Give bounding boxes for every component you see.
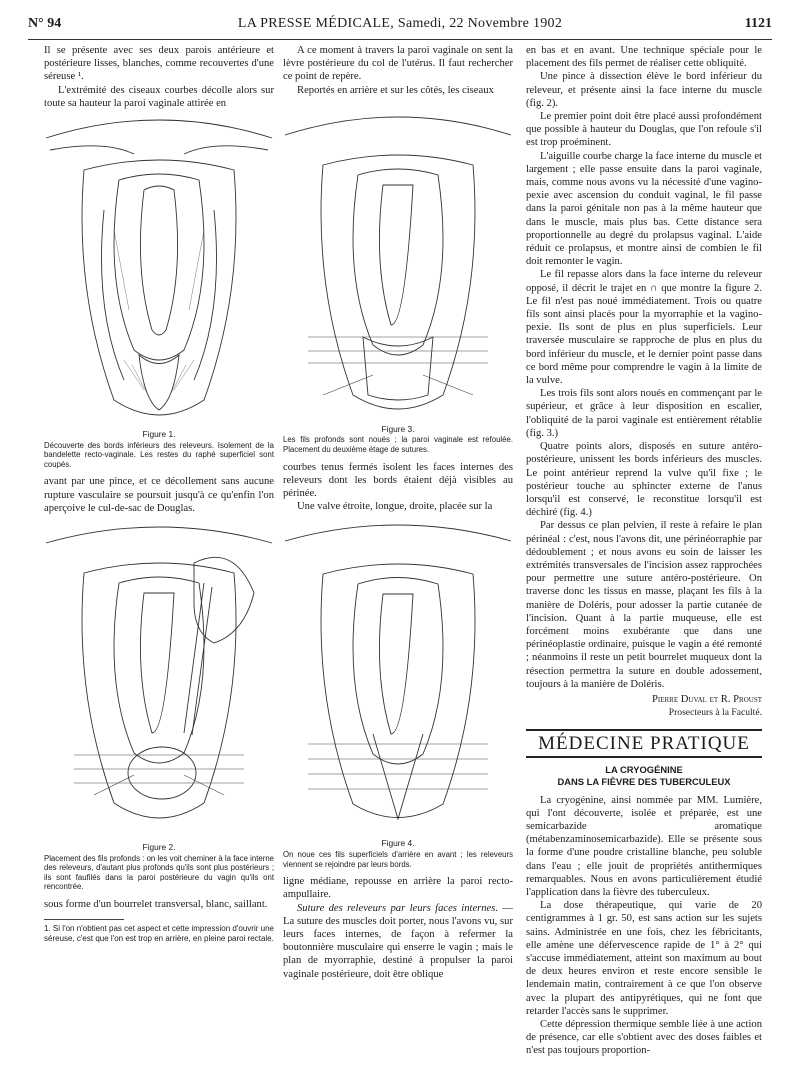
caption-text: Placement des fils profonds : on les voit cheminer à la face interne des releveurs, d'autant plus profonds qu'ils sont plus postérieurs ; ils sont faufilés dans la paroi postérieure du vagin qu'ils ont rencontrée. — [44, 853, 274, 892]
paragraph: Le premier point doit être placé aussi profondément que possible à hauteur du Douglas, que l'on refoule s'il est trop proéminent. — [526, 111, 762, 149]
column-3 — [526, 44, 762, 1058]
figure-3 — [283, 105, 513, 455]
figure-4-caption — [283, 839, 513, 869]
article-title-line-2: DANS LA FIÈVRE DES TUBERCULEUX — [557, 775, 731, 787]
column-1 — [44, 44, 274, 944]
author-affiliation: Prosecteurs à la Faculté. — [668, 707, 762, 719]
paragraph: courbes tenus fermés isolent les faces internes des releveurs dont les bords étaient déjà visibles au périnée. — [283, 461, 513, 499]
figure-3-caption — [283, 425, 513, 455]
figure-2-caption — [44, 843, 274, 892]
figure-1 — [44, 110, 274, 469]
paragraph: avant par une pince, et ce décollement sans aucune rupture vasculaire se poursuit jusqu'à ce qu'enfin l'on aperçoive le cul-de-sac de Douglas. — [44, 476, 274, 514]
subheading-italic: Suture des releveurs par leurs faces internes. — [297, 902, 499, 914]
paragraph: Quatre points alors, disposés en suture antéro-postérieure, unissent les bords inférieurs des muscles. Le point antérieur reprend la vulve qu'il fixe ; le postérieur touche au sphincter externe de l'anus lorsqu'il est conservé, le reconstitue lorsqu'il est déchiré (fig. 4.) — [526, 441, 762, 519]
paragraph: en bas et en avant. Une technique spéciale pour le placement des fils permet de réaliser cette obliquité. — [526, 45, 762, 70]
header-rule — [28, 39, 772, 40]
paragraph-text: — La suture des muscles doit porter, nous l'avons vu, sur leurs faces internes, de façon à refermer la boutonnière musculaire qui enserre le vagin ; mais le plan de myorraphie, destiné à propulser la paroi vaginale postérieure, doit être oblique — [283, 902, 514, 980]
paragraph: L'extrémité des ciseaux courbes décolle alors sur toute sa hauteur la paroi vaginale attirée en — [44, 84, 274, 109]
caption-text: Les fils profonds sont noués ; la paroi vaginale est refoulée. Placement du deuxième étage de sutures. — [283, 435, 513, 454]
paragraph: La cryogénine, ainsi nommée par MM. Lumière, qui l'ont découverte, isolée et préparée, est une semicarbazide aromatique (métabenzaminosemicarbazide). Elle se présente sous la forme d'une poudre cristalline blanche, peu soluble dans l'eau ; elle jouit de propriétés antithermiques remarquables. Nous en avons particulièrement étudié l'application dans la fièvre des tuberculeux. — [526, 794, 762, 898]
paragraph: Une valve étroite, longue, droite, placée sur la — [297, 501, 493, 513]
paragraph: Le fil repasse alors dans la face interne du releveur opposé, il décrit le trajet en ∩ que montre la figure 2. Le fil n'est pas noué immédiatement. Trois ou quatre fils sont ainsi placés pour la myorraphie et la vagino-pexie. Ils sont de plus en plus superficiels. Leur traversée musculaire se rapproche de plus en plus du bord inférieur du muscle, et le dernier point passe dans ce bord même pour comprendre le vagin à la limite de la vulve. — [526, 269, 762, 387]
paragraph: La dose thérapeutique, qui varie de 20 centigrammes à 1 gr. 50, est sans action sur les sujets sains. Administrée en une fois, chez les fébricitants, elle amène une défervescence rapide de 1° à 2° qui s'accuse immédiatement, atteint son maximum au bout de deux heures environ et reste encore sensible le lendemain matin, contrairement à ce que l'on observe avec la plupart des antipyrétiques, qui ne font que retarder l'accès sans le supprimer. — [526, 900, 762, 1017]
figure-label: Figure 1. — [142, 429, 176, 440]
paragraph: sous forme d'un bourrelet transversal, blanc, saillant. — [44, 898, 268, 910]
running-header — [28, 16, 772, 38]
paragraph: Par dessus ce plan pelvien, il reste à refaire le plan périnéal : c'est, nous l'avons dit, une périnéorraphie par dédoublement ; et nous avons eu soin de laisser les extrémités transversales de l'incision assez rapprochées pour permettre une suture antéro-postérieure. On traverse donc les tissus en masse, plaçant les fils à la manière de Doléris, pour adosser la partie cutanée de l'incision. Quant à la partie muqueuse, elle est forcément moins exubérante que dans une périnéoplastie ordinaire, puisque le vagin a été remonté ; néanmoins il reste un petit bourrelet muqueux dont la résection permettra la suture en double adossement, toujours à la manière de Doléris. — [526, 520, 762, 690]
issue-number: N° 94 — [28, 16, 62, 31]
figure-label: Figure 3. — [381, 423, 415, 434]
paragraph — [283, 902, 513, 981]
caption-text: Découverte des bords inférieurs des releveurs. Isolement de la bandelette recto-vaginale. Les restes du raphé superficiel sont coupés. — [44, 440, 274, 469]
figure-4 — [283, 519, 513, 869]
paragraph: ligne médiane, repousse en arrière la paroi recto-ampullaire. — [283, 876, 513, 901]
footnote: 1. Si l'on n'obtient pas cet aspect et cette impression d'ouvrir une séreuse, c'est que l'on est trop en arrière, en pleine paroi rectale. — [44, 924, 274, 944]
figure-2 — [44, 523, 274, 892]
figure-1-illustration — [44, 110, 274, 428]
figure-4-illustration — [283, 519, 513, 837]
paragraph: Une pince à dissection élève le bord inférieur du releveur, et présente ainsi la face interne du muscle (fig. 2). — [526, 71, 762, 109]
section-heading: MÉDECINE PRATIQUE — [526, 729, 762, 757]
figure-2-illustration — [44, 523, 274, 841]
article-title-line-1: LA CRYOGÉNINE — [605, 763, 683, 775]
journal-title: LA PRESSE MÉDICALE, Samedi, 22 Novembre 1902 — [237, 16, 563, 31]
paragraph: Les trois fils sont alors noués en commençant par le supérieur, et grâce à leur disposition en escalier, l'obliquité de la paroi vaginale est entièrement rétablie (fig. 3.) — [526, 388, 762, 439]
author-signature: Pierre Duval et R. Proust — [651, 693, 762, 705]
footnote-rule — [44, 919, 124, 920]
figure-3-illustration — [283, 105, 513, 423]
paragraph: A ce moment à travers la paroi vaginale on sent la lèvre postérieure du col de l'utérus. Il faut rechercher ce point de repère. — [283, 45, 513, 83]
figure-1-caption — [44, 430, 274, 469]
caption-text: On noue ces fils superficiels d'arrière en avant ; les releveurs viennent se rejoindre par leurs bords. — [283, 850, 513, 869]
figure-label: Figure 2. — [142, 842, 176, 852]
article-title — [526, 764, 762, 788]
page-number: 1121 — [744, 16, 772, 31]
paragraph: Il se présente avec ses deux parois antérieure et postérieure lisses, blanches, comme recouvertes d'une séreuse ¹. — [44, 45, 274, 83]
paragraph: L'aiguille courbe charge la face interne du muscle et largement ; elle passe ensuite dans la paroi vaginale, mais, comme nous avons vu la nécessité d'une vagino-pexie avec ascension du conduit vaginal, le fil passe dans la paroi génitale non pas à la même hauteur que dans le muscle, mais plus bas. Cette distance sera proportionnelle au degré du prolapsus vaginal. L'aide réduit ce prolapsus, et montre ainsi de combien le fil doit remonter le vagin. — [526, 150, 762, 268]
figure-label: Figure 4. — [381, 838, 415, 849]
paragraph: Reportés en arrière et sur les côtés, les ciseaux — [297, 84, 494, 96]
column-2 — [283, 44, 513, 981]
paragraph: Cette dépression thermique semble liée à une action de présence, car elle s'obtient avec des doses faibles et n'est pas toujours proportion- — [526, 1019, 762, 1057]
